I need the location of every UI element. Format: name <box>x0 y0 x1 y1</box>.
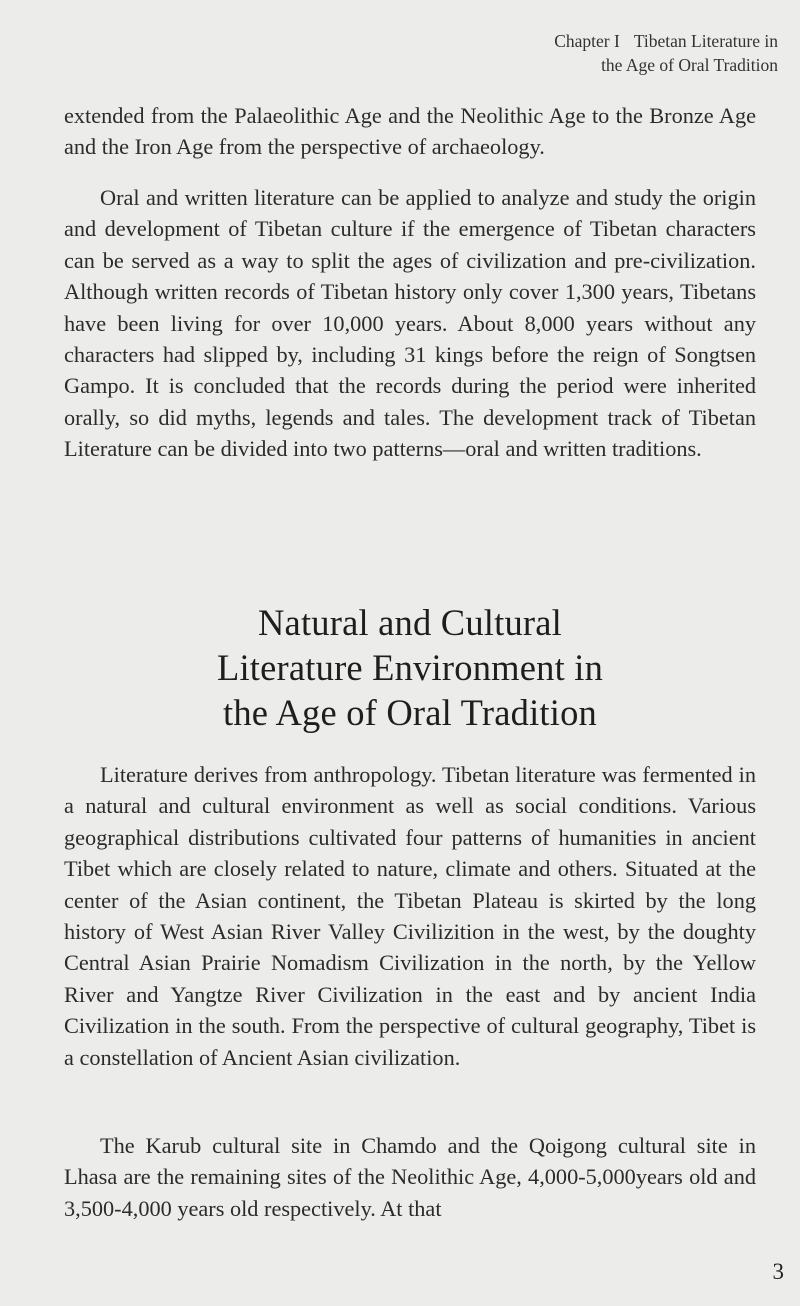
chapter-title-line-1: Tibetan Literature in <box>633 31 778 51</box>
section-heading <box>64 600 756 735</box>
section-heading-line-2: Literature Environment in <box>216 647 604 688</box>
section-heading-line-3: the Age of Oral Tradition <box>222 692 598 733</box>
running-header-line-1 <box>378 29 778 53</box>
chapter-label: Chapter I <box>554 31 620 51</box>
paragraph-literature-environment: Literature derives from anthropology. Tibetan literature was fermented in a natural and cultural environment as well as social conditions. Various geographical distributions cultivated four patterns of humanities in ancient Tibet which are closely related to nature, climate and others. Situated at the center of the Asian continent, the Tibetan Plateau is skirted by the long history of West Asian River Valley Civilizition in the west, by the doughty Central Asian Prairie Nomadism Civilization in the north, by the Yellow River and Yangtze River Civilization in the east and by ancient India Civilization in the south. From the perspective of cultural geography, Tibet is a constellation of Ancient Asian civilization. <box>64 762 756 1070</box>
chapter-title-line-2: the Age of Oral Tradition <box>601 55 778 75</box>
paragraph-cultural-sites: The Karub cultural site in Chamdo and the Qoigong cultural site in Lhasa are the remaining sites of the Neolithic Age, 4,000-5,000years old and 3,500-4,000 years old respectively. At that <box>64 1133 756 1221</box>
paragraph-continuation: extended from the Palaeolithic Age and the Neolithic Age to the Bronze Age and the Iron Age from the perspective of archaeology. <box>64 103 756 160</box>
running-header <box>378 29 778 77</box>
page-number: 3 <box>772 1259 784 1284</box>
section-heading-line-1: Natural and Cultural <box>257 602 563 643</box>
paragraph-oral-written: Oral and written literature can be applied to analyze and study the origin and development of Tibetan culture if the emergence of Tibetan characters can be served as a way to split the ages of civilization and pre-civilization. Although written records of Tibetan history only cover 1,300 years, Tibetans have been living for over 10,000 years. About 8,000 years without any characters had slipped by, including 31 kings before the reign of Songtsen Gampo. It is concluded that the records during the period were inherited orally, so did myths, legends and tales. The development track of Tibetan Literature can be divided into two patterns—oral and written traditions. <box>64 185 756 462</box>
